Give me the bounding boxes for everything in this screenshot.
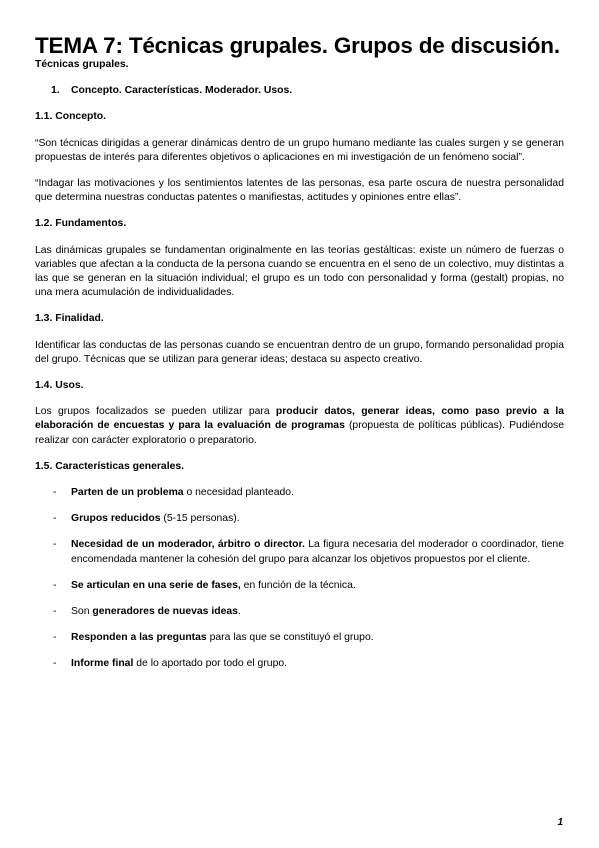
section-heading-finalidad: 1.3. Finalidad. — [35, 313, 104, 325]
list-dash: - — [53, 539, 57, 551]
list-item-bold: Grupos reducidos — [71, 513, 161, 525]
usos-text-bold: producir datos, generar ideas, como paso previo a la elaboración de encuestas y para la evaluación de programas — [35, 406, 565, 432]
section-heading-usos: 1.4. Usos. — [35, 380, 84, 392]
list-item — [35, 605, 564, 619]
list-item — [35, 657, 564, 671]
list-item-bold: Informe final — [71, 658, 134, 670]
list-dash: - — [53, 513, 57, 525]
list-item-bold: Parten de un problema — [71, 487, 184, 499]
list-item-text: La figura necesaria del moderador o coordinador, tiene encomendada mantener la cohesión del grupo para alcanzar los objetivos propuestos por el cliente. — [71, 539, 564, 565]
list-item-text: o necesidad planteado. — [183, 487, 294, 499]
usos-text-end: (propuesta de políticas públicas). Pudiéndose realizar con carácter exploratorio o preparatorio. — [35, 420, 564, 446]
concepto-paragraph-2: “Indagar las motivaciones y los sentimientos latentes de las personas, esa parte oscura de nuestra personalidad que determina nuestras conductas patentes o manifiestas, actitudes y opiniones entre ellas”. — [35, 178, 564, 204]
caracteristicas-list — [35, 486, 564, 672]
document-title: TEMA 7: Técnicas grupales. Grupos de discusión. — [35, 33, 560, 58]
list-item-text: (5-15 personas). — [160, 513, 240, 525]
section-heading-caracteristicas: 1.5. Características generales. — [35, 460, 185, 472]
list-item-text: Son — [71, 606, 93, 618]
list-item-text: para las que se constituyó el grupo. — [206, 632, 374, 644]
list-item — [35, 538, 564, 566]
section-heading-concepto: 1.1. Concepto. — [35, 111, 107, 123]
list-item-bold: generadores de nuevas ideas — [92, 606, 238, 618]
list-item-bold: Necesidad de un moderador, árbitro o director. — [71, 539, 305, 551]
list-item-bold: Se articulan en una serie de fases, — [71, 579, 241, 591]
finalidad-paragraph: Identificar las conductas de las personas cuando se encuentran dentro de un grupo, formando personalidad propia del grupo. Técnicas que se utilizan para generar ideas; destaca su aspecto creativo. — [35, 339, 564, 365]
fundamentos-paragraph: Las dinámicas grupales se fundamentan originalmente en las teorías gestálticas: existe un número de fuerzas o variables que afectan a la conducta de la persona cuando se encuentra en el seno de un colectivo, muy distintas a las que se generan en la situación individual; el grupo es un todo con personalidad y forma (gestalt) propias, no una mera acumulación de individualidades. — [35, 244, 564, 299]
list-item — [35, 486, 564, 500]
usos-text-start: Los grupos focalizados se pueden utilizar para — [35, 406, 276, 418]
numbered-heading — [35, 84, 564, 98]
page-number: 1 — [557, 817, 563, 828]
list-item-text: de lo aportado por todo el grupo. — [133, 658, 288, 670]
document-subtitle: Técnicas grupales. — [35, 59, 129, 70]
list-dash: - — [53, 606, 57, 618]
list-dash: - — [53, 658, 57, 670]
usos-paragraph — [35, 405, 564, 448]
numbered-heading-number: 1. — [51, 85, 60, 97]
concepto-paragraph-1: “Son técnicas dirigidas a generar dinámicas dentro de un grupo humano mediante las cuales surgen y se generan propuestas de interés para diferentes objetivos o aplicaciones en mi investigación de un fenómeno social”. — [35, 137, 564, 163]
section-heading-fundamentos: 1.2. Fundamentos. — [35, 218, 127, 230]
list-dash: - — [53, 487, 57, 499]
list-item — [35, 579, 564, 593]
list-item-bold: Responden a las preguntas — [71, 632, 207, 644]
list-dash: - — [53, 579, 57, 591]
list-item-text: en función de la técnica. — [240, 579, 356, 591]
list-dash: - — [53, 632, 57, 644]
numbered-heading-text: Concepto. Características. Moderador. Usos. — [71, 85, 293, 97]
list-item — [35, 631, 564, 645]
list-item — [35, 512, 564, 526]
list-item-text: . — [237, 606, 241, 618]
